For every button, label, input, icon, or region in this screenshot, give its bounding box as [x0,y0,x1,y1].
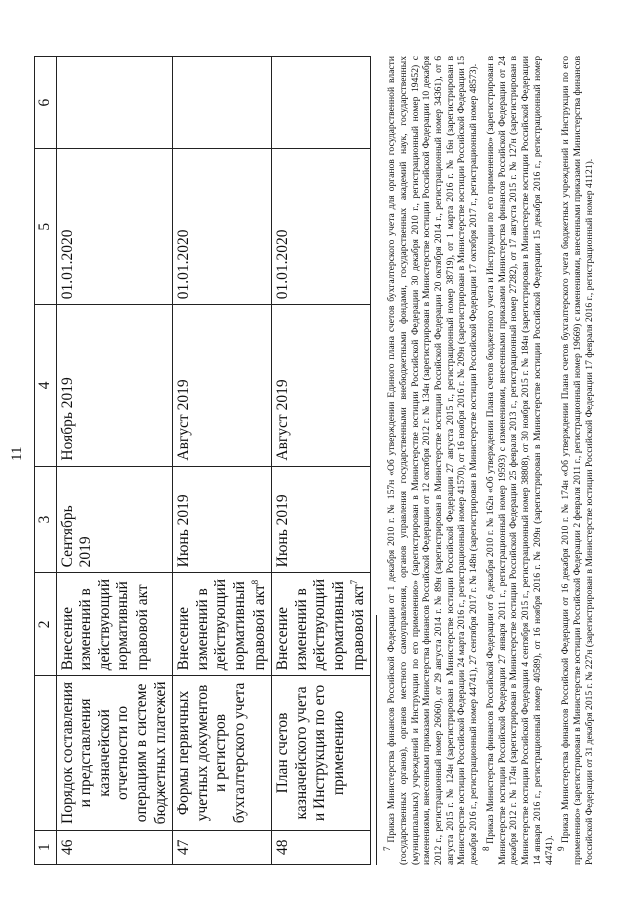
header-col-6: 6 [35,57,57,149]
footnote [556,56,595,865]
work-type: Внесение изменений в действующий нормативный правовой акт [56,573,173,676]
footnote-text: Приказ Министерства финансов Российской Федерации от 16 декабря 2010 г. № 174н «Об утверждении Плана счетов бухгалтерского учета бюджетных учреждений и Инструкции по его применению» (зарегистрирован в Министерстве юстиции Российской Федерации 2 февраля 2011 г., регистрационный номер 19669) с изменениями, внесенными приказами Министерства финансов Российской Федерации от 31 декабря 2015 г. № 227н (зарегистрирован в Министерстве юстиции Российской Федерации 17 февраля 2016 г., регистрационный номер 41121). [560,56,595,865]
table-row [272,57,371,865]
header-col-1b [35,676,57,830]
footnote [481,56,555,865]
footnote-number: 9 [556,846,567,851]
header-col-4: 4 [35,305,57,466]
start-date: Июнь 2019 [173,466,272,573]
note-cell [173,57,272,149]
footnote [382,56,480,865]
effective-date: 01.01.2020 [56,149,173,305]
footnote-ref: 8 [249,579,260,585]
header-row [35,57,57,865]
document-name: План счетов казначейского учета и Инструкция по его применению [272,676,371,830]
footnote-number: 7 [382,846,392,851]
plan-table [34,56,371,865]
footnote-text: Приказ Министерства финансов Российской Федерации от 1 декабря 2010 г. № 157н «Об утверждении Единого плана счетов бухгалтерского учета для органов государственной власти (государственных органов), органов местного самоуправления, органов управления государственными внебюджетными фондами, государственных академий наук, государственных (муниципальных) учреждений и Инструкции по его применению» (зарегистрирован в Министерстве юстиции Российской Федерации 30 декабря 2010 г., регистрационный номер 19452) с изменениями, внесенными приказами Министерства финансов Российской Федерации от 12 октября 2012 г. № 134н (зарегистрирован в Министерстве юстиции Российской Федерации 10 декабря 2012 г., регистрационный номер 26060), от 29 августа 2014 г. № 89н (зарегистрирован в Министерстве юстиции Российской Федерации 20 октября 2014 г., регистрационный номер 34361), от 6 августа 2015 г. № 124н (зарегистрирован в Министерстве юстиции Российской Федерации 27 августа 2015 г., регистрационный номер 38719), от 1 марта 2016 г. № 16н (зарегистрирован в Министерстве юстиции Российской Федерации 24 марта 2016 г., регистрационный номер 41570), от 16 ноября 2016 г. № 209н (зарегистрирован в Министерстве юстиции Российской Федерации 15 декабря 2016 г., регистрационный номер 44741), 27 сентября 2017 г. № 148н (зарегистрирован в Министерстве юстиции Российской Федерации 17 октября 2017 г., регистрационный номер 48573). [386,55,480,865]
table-row [56,57,173,865]
table-row [173,57,272,865]
footnote-ref: 7 [348,579,359,585]
document-name: Формы первичных учетных документов и регистров бухгалтерского учета [173,676,272,830]
header-col-2: 2 [35,573,57,676]
row-number: 47 [173,830,272,864]
page-number: 11 [9,446,25,461]
header-col-5: 5 [35,149,57,305]
work-type: Внесение изменений в действующий нормативный правовой акт$^7$ [272,573,371,676]
note-cell [56,57,173,149]
effective-date: 01.01.2020 [272,149,371,305]
footnotes [376,56,597,865]
work-type: Внесение изменений в действующий нормативный правовой акт$^8$ [173,573,272,676]
row-number: 46 [56,830,173,864]
header-col-3: 3 [35,466,57,573]
footnote-text: Приказ Министерства финансов Российской Федерации от 6 декабря 2010 г. № 162н «Об утверждении Плана счетов бюджетного учета и Инструкции по его применению» (зарегистрирован в Министерстве юстиции Российской Федерации 27 января 2011 г., регистрационный номер 19593) с изменениями, внесенными приказами Министерства финансов Российской Федерации от 24 декабря 2012 г. № 174н (зарегистрирован в Министерстве юстиции Российской Федерации 25 февраля 2013 г., регистрационный номер 27282), от 17 августа 2015 г. № 127н (зарегистрирован в Министерстве юстиции Российской Федерации 4 сентября 2015 г., регистрационный номер 38808), от 30 ноября 2015 г. № 184н (зарегистрирован в Министерстве юстиции Российской Федерации 14 января 2016 г., регистрационный номер 40589), от 16 ноября 2016 г. № 209н (зарегистрирован в Министерстве юстиции Российской Федерации 15 декабря 2016 г., регистрационный номер 44741). [485,56,555,865]
approval-date: Ноябрь 2019 [56,305,173,466]
approval-date: Август 2019 [173,305,272,466]
effective-date: 01.01.2020 [173,149,272,305]
footnote-divider [376,615,377,865]
approval-date: Август 2019 [272,305,371,466]
row-number: 48 [272,830,371,864]
note-cell [272,57,371,149]
footnote-number: 8 [480,846,491,851]
start-date: Июнь 2019 [272,466,371,573]
header-col-1: 1 [35,830,57,864]
document-name: Порядок составления и представления казначейской отчетности по операциям в системе бюджетных платежей [56,676,173,830]
start-date: Сентябрь 2019 [56,466,173,573]
